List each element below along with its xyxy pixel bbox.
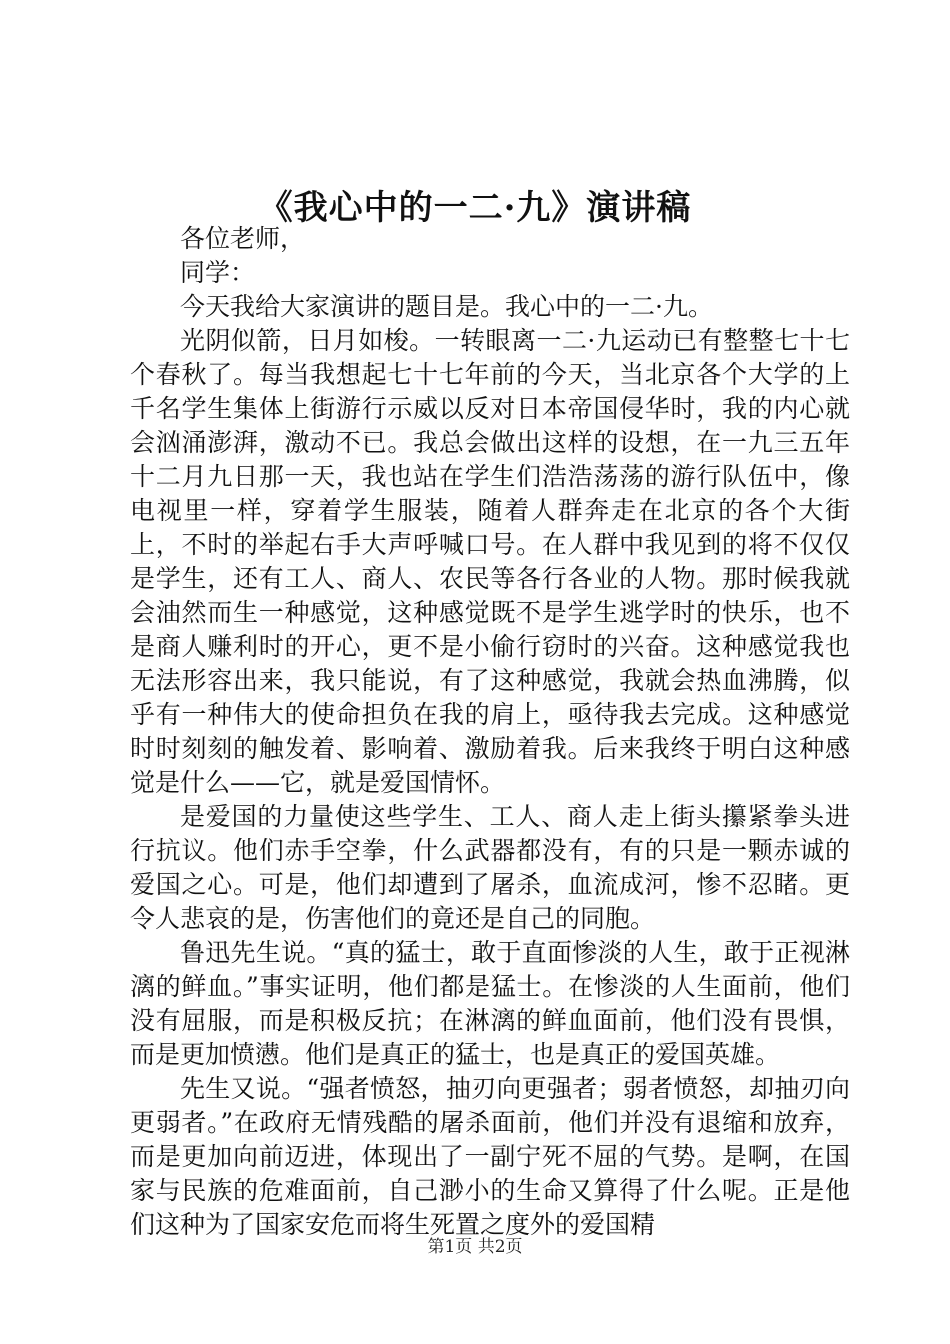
paragraph-lu-xun-quote-2: 先生又说。“强者愤怒，抽刃向更强者；弱者愤怒，却抽刃向更弱者。”在政府无情残酷的屠杀面前，他们并没有退缩和放弃，而是更加向前迈进，体现出了一副宁死不屈的气势。是啊，在国家与民族的危难面前，自己渺小的生命又算得了什么呢。正是他们这种为了国家安危而将生死置之度外的爱国精: [130, 1074, 850, 1239]
document-title: 《我心中的一二·九》演讲稿: [258, 188, 692, 228]
page-number-footer: 第1页 共2页: [427, 1237, 523, 1257]
paragraph-salutation-students: 同学：: [180, 258, 256, 287]
paragraph-topic: 今天我给大家演讲的题目是。我心中的一二·九。: [180, 292, 713, 321]
paragraph-memory: 光阴似箭，日月如梭。一转眼离一二·九运动已有整整七十七个春秋了。每当我想起七十七年前的今天，当北京各个大学的上千名学生集体上街游行示威以反对日本帝国侵华时，我的内心就会汹涌澎湃，激动不已。我总会做出这样的设想，在一九三五年十二月九日那一天，我也站在学生们浩浩荡荡的游行队伍中，像电视里一样，穿着学生服装，随着人群奔走在北京的各个大街上，不时的举起右手大声呼喊口号。在人群中我见到的将不仅仅是学生，还有工人、商人、农民等各行各业的人物。那时候我就会油然而生一种感觉，这种感觉既不是学生逃学时的快乐，也不是商人赚利时的开心，更不是小偷行窃时的兴奋。这种感觉我也无法形容出来，我只能说，有了这种感觉，我就会热血沸腾，似乎有一种伟大的使命担负在我的肩上，亟待我去完成。这种感觉时时刻刻的触发着、影响着、激励着我。后来我终于明白这种感觉是什么——它，就是爱国情怀。: [130, 326, 850, 797]
paragraph-lu-xun-quote-1: 鲁迅先生说。“真的猛士，敢于直面惨淡的人生，敢于正视淋漓的鲜血。”事实证明，他们都是猛士。在惨淡的人生面前，他们没有屈服，而是积极反抗；在淋漓的鲜血面前，他们没有畏惧，而是更加愤懑。他们是真正的猛士，也是真正的爱国英雄。: [130, 938, 850, 1069]
paragraph-salutation-teachers: 各位老师，: [180, 224, 306, 253]
paragraph-patriotism: 是爱国的力量使这些学生、工人、商人走上街头攥紧拳头进行抗议。他们赤手空拳，什么武器都没有，有的只是一颗赤诚的爱国之心。可是，他们却遭到了屠杀，血流成河，惨不忍睹。更令人悲哀的是，伤害他们的竟还是自己的同胞。: [130, 802, 850, 933]
document-body: [130, 222, 850, 1242]
